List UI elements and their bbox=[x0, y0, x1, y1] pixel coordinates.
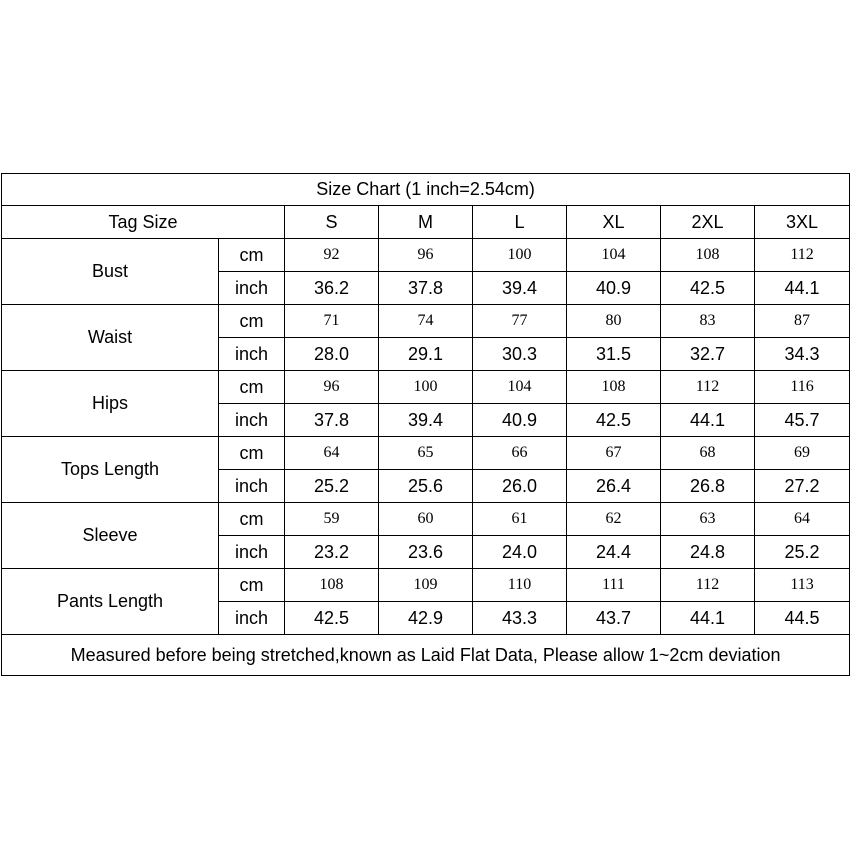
size-header: 3XL bbox=[755, 206, 850, 239]
cm-value-cell: 109 bbox=[379, 569, 473, 602]
cm-value-cell: 64 bbox=[755, 503, 850, 536]
measurement-row-cm bbox=[2, 437, 850, 470]
inch-value-cell: 44.5 bbox=[755, 602, 850, 635]
cm-value-cell: 69 bbox=[755, 437, 850, 470]
inch-value-cell: 37.8 bbox=[285, 404, 379, 437]
size-header: L bbox=[473, 206, 567, 239]
inch-value-cell: 32.7 bbox=[661, 338, 755, 371]
inch-value-cell: 44.1 bbox=[755, 272, 850, 305]
inch-value-cell: 39.4 bbox=[473, 272, 567, 305]
cm-value-cell: 80 bbox=[567, 305, 661, 338]
cm-value-cell: 112 bbox=[661, 569, 755, 602]
cm-value-cell: 67 bbox=[567, 437, 661, 470]
inch-value-cell: 45.7 bbox=[755, 404, 850, 437]
unit-label-inch: inch bbox=[219, 470, 285, 503]
cm-value-cell: 83 bbox=[661, 305, 755, 338]
inch-value-cell: 43.7 bbox=[567, 602, 661, 635]
inch-value-cell: 43.3 bbox=[473, 602, 567, 635]
inch-value-cell: 26.4 bbox=[567, 470, 661, 503]
size-header: XL bbox=[567, 206, 661, 239]
inch-value-cell: 24.4 bbox=[567, 536, 661, 569]
unit-label-cm: cm bbox=[219, 239, 285, 272]
tag-size-header: Tag Size bbox=[2, 206, 285, 239]
inch-value-cell: 30.3 bbox=[473, 338, 567, 371]
cm-value-cell: 108 bbox=[285, 569, 379, 602]
size-header: S bbox=[285, 206, 379, 239]
cm-value-cell: 68 bbox=[661, 437, 755, 470]
measurement-label: Pants Length bbox=[2, 569, 219, 635]
inch-value-cell: 34.3 bbox=[755, 338, 850, 371]
inch-value-cell: 23.6 bbox=[379, 536, 473, 569]
chart-title: Size Chart (1 inch=2.54cm) bbox=[2, 174, 850, 206]
size-header: M bbox=[379, 206, 473, 239]
cm-value-cell: 100 bbox=[379, 371, 473, 404]
measurement-row-cm bbox=[2, 239, 850, 272]
cm-value-cell: 71 bbox=[285, 305, 379, 338]
cm-value-cell: 77 bbox=[473, 305, 567, 338]
measurement-label: Bust bbox=[2, 239, 219, 305]
unit-label-inch: inch bbox=[219, 602, 285, 635]
measurement-row-cm bbox=[2, 569, 850, 602]
unit-label-cm: cm bbox=[219, 503, 285, 536]
cm-value-cell: 104 bbox=[567, 239, 661, 272]
cm-value-cell: 108 bbox=[567, 371, 661, 404]
measurement-label: Tops Length bbox=[2, 437, 219, 503]
cm-value-cell: 112 bbox=[755, 239, 850, 272]
cm-value-cell: 61 bbox=[473, 503, 567, 536]
unit-label-cm: cm bbox=[219, 305, 285, 338]
unit-label-inch: inch bbox=[219, 272, 285, 305]
inch-value-cell: 42.5 bbox=[285, 602, 379, 635]
header-row bbox=[2, 206, 850, 239]
inch-value-cell: 24.8 bbox=[661, 536, 755, 569]
cm-value-cell: 110 bbox=[473, 569, 567, 602]
cm-value-cell: 62 bbox=[567, 503, 661, 536]
cm-value-cell: 111 bbox=[567, 569, 661, 602]
inch-value-cell: 42.5 bbox=[661, 272, 755, 305]
cm-value-cell: 60 bbox=[379, 503, 473, 536]
measurement-label: Sleeve bbox=[2, 503, 219, 569]
cm-value-cell: 113 bbox=[755, 569, 850, 602]
cm-value-cell: 96 bbox=[285, 371, 379, 404]
cm-value-cell: 74 bbox=[379, 305, 473, 338]
inch-value-cell: 24.0 bbox=[473, 536, 567, 569]
inch-value-cell: 42.5 bbox=[567, 404, 661, 437]
inch-value-cell: 26.0 bbox=[473, 470, 567, 503]
inch-value-cell: 31.5 bbox=[567, 338, 661, 371]
inch-value-cell: 37.8 bbox=[379, 272, 473, 305]
cm-value-cell: 116 bbox=[755, 371, 850, 404]
unit-label-inch: inch bbox=[219, 338, 285, 371]
cm-value-cell: 59 bbox=[285, 503, 379, 536]
inch-value-cell: 26.8 bbox=[661, 470, 755, 503]
measurement-label: Waist bbox=[2, 305, 219, 371]
inch-value-cell: 40.9 bbox=[473, 404, 567, 437]
inch-value-cell: 44.1 bbox=[661, 404, 755, 437]
measurement-row-cm bbox=[2, 371, 850, 404]
cm-value-cell: 63 bbox=[661, 503, 755, 536]
measurement-row-cm bbox=[2, 503, 850, 536]
cm-value-cell: 92 bbox=[285, 239, 379, 272]
inch-value-cell: 36.2 bbox=[285, 272, 379, 305]
inch-value-cell: 42.9 bbox=[379, 602, 473, 635]
inch-value-cell: 27.2 bbox=[755, 470, 850, 503]
inch-value-cell: 23.2 bbox=[285, 536, 379, 569]
inch-value-cell: 44.1 bbox=[661, 602, 755, 635]
unit-label-cm: cm bbox=[219, 569, 285, 602]
size-chart-table bbox=[1, 173, 850, 676]
cm-value-cell: 104 bbox=[473, 371, 567, 404]
footer-note: Measured before being stretched,known as Laid Flat Data, Please allow 1~2cm deviation bbox=[2, 635, 850, 676]
inch-value-cell: 25.2 bbox=[285, 470, 379, 503]
size-header: 2XL bbox=[661, 206, 755, 239]
title-row bbox=[2, 174, 850, 206]
inch-value-cell: 39.4 bbox=[379, 404, 473, 437]
cm-value-cell: 66 bbox=[473, 437, 567, 470]
footer-row bbox=[2, 635, 850, 676]
measurement-label: Hips bbox=[2, 371, 219, 437]
inch-value-cell: 29.1 bbox=[379, 338, 473, 371]
cm-value-cell: 112 bbox=[661, 371, 755, 404]
unit-label-inch: inch bbox=[219, 404, 285, 437]
cm-value-cell: 64 bbox=[285, 437, 379, 470]
unit-label-cm: cm bbox=[219, 437, 285, 470]
cm-value-cell: 96 bbox=[379, 239, 473, 272]
cm-value-cell: 65 bbox=[379, 437, 473, 470]
measurement-row-cm bbox=[2, 305, 850, 338]
unit-label-inch: inch bbox=[219, 536, 285, 569]
cm-value-cell: 100 bbox=[473, 239, 567, 272]
inch-value-cell: 28.0 bbox=[285, 338, 379, 371]
inch-value-cell: 25.2 bbox=[755, 536, 850, 569]
unit-label-cm: cm bbox=[219, 371, 285, 404]
cm-value-cell: 108 bbox=[661, 239, 755, 272]
inch-value-cell: 25.6 bbox=[379, 470, 473, 503]
cm-value-cell: 87 bbox=[755, 305, 850, 338]
inch-value-cell: 40.9 bbox=[567, 272, 661, 305]
